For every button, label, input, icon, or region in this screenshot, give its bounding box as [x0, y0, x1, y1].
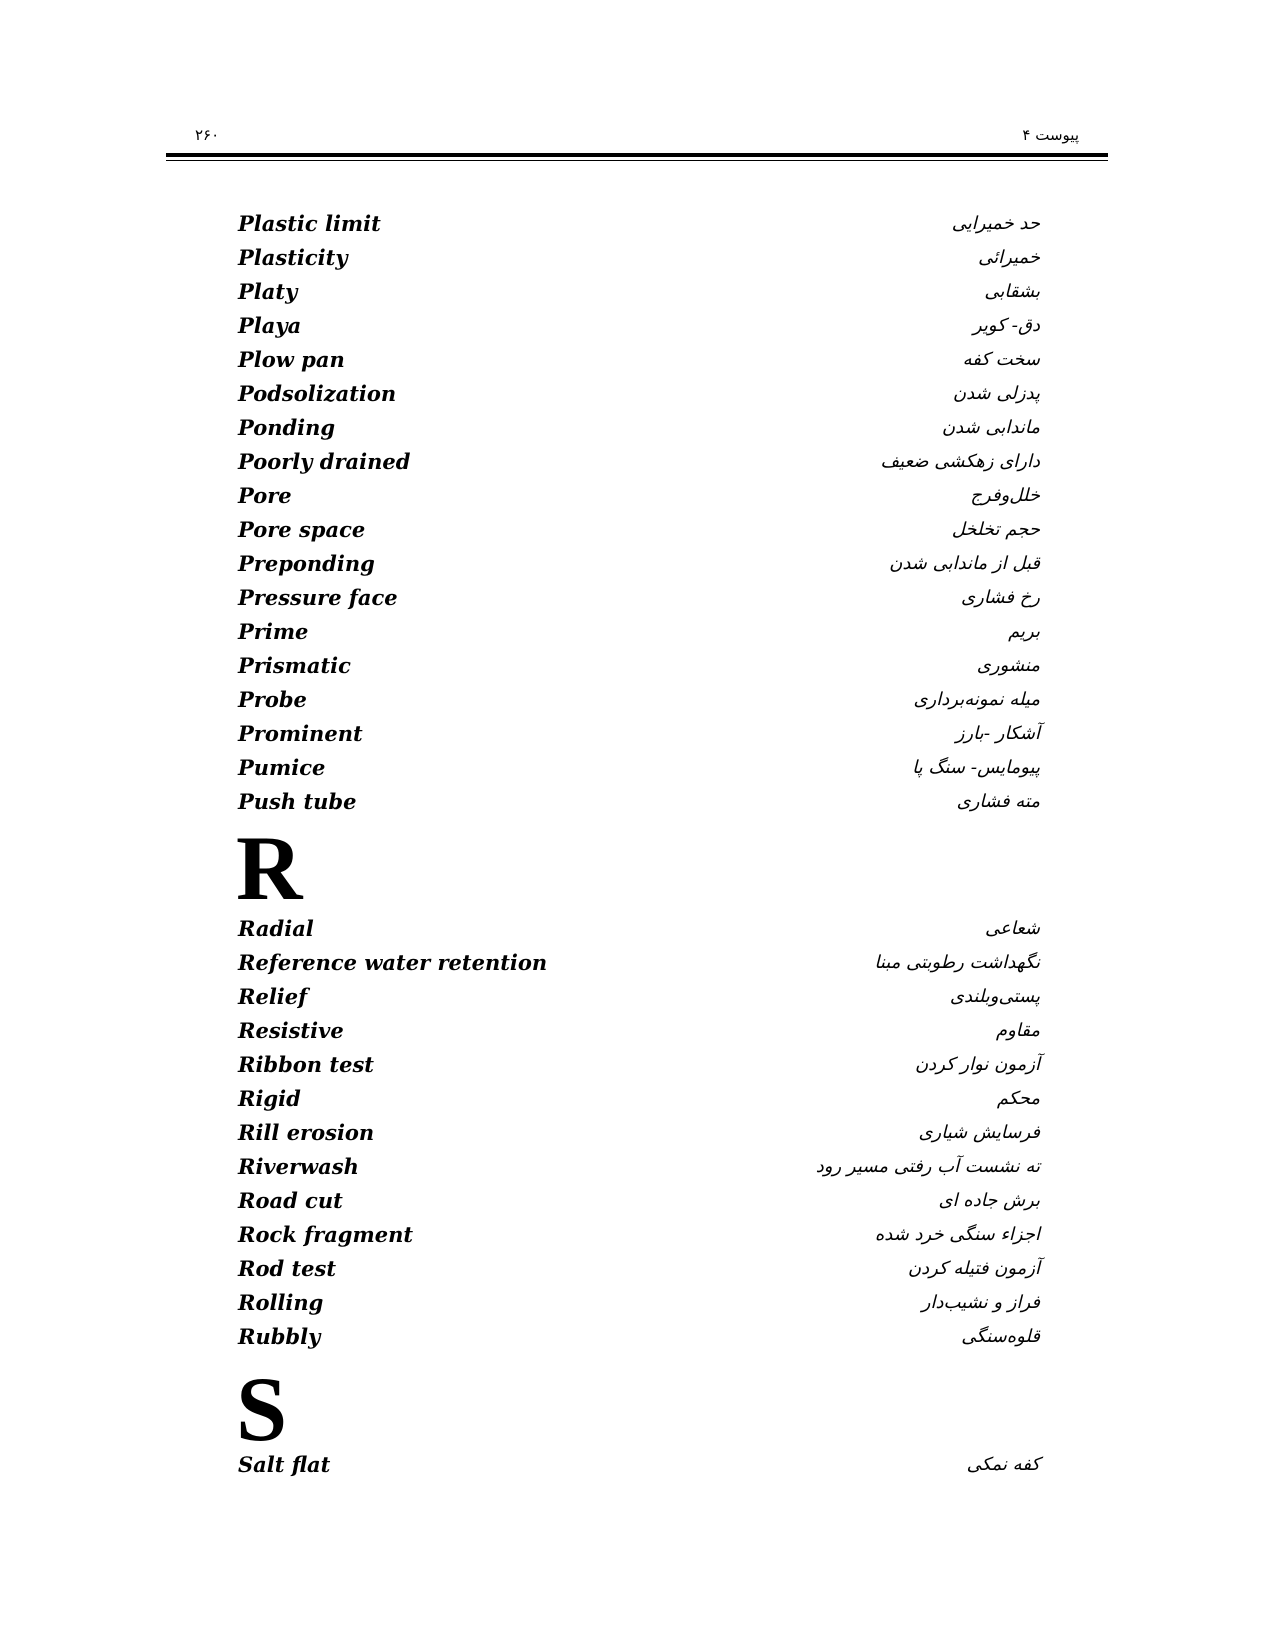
persian-term: برش جاده ای	[938, 1189, 1040, 1211]
glossary-entry	[238, 784, 1040, 818]
english-term: Ponding	[238, 414, 336, 440]
persian-term: پستی‌وبلندی	[949, 985, 1040, 1007]
english-term: Prime	[238, 618, 309, 644]
english-term: Rolling	[238, 1289, 324, 1315]
glossary-entry	[238, 1447, 1040, 1481]
glossary-entry	[238, 478, 1040, 512]
glossary-entry	[238, 1047, 1040, 1081]
glossary-section-s	[238, 1447, 1040, 1481]
persian-term: نگهداشت رطوبتی مبنا	[874, 951, 1040, 973]
persian-term: حد خمیرایی	[951, 212, 1040, 234]
english-term: Prismatic	[238, 652, 351, 678]
persian-term: بشقابی	[984, 280, 1040, 302]
persian-term: کفه نمکی	[966, 1453, 1040, 1475]
persian-term: رخ فشاری	[961, 586, 1040, 608]
persian-term: آشکار -بارز	[955, 722, 1040, 744]
english-term: Rigid	[238, 1085, 301, 1111]
english-term: Rock fragment	[238, 1221, 414, 1247]
english-term: Pumice	[238, 754, 326, 780]
persian-term: بریم	[1008, 620, 1040, 642]
persian-term: ماندابی شدن	[941, 416, 1040, 438]
glossary-entry	[238, 1081, 1040, 1115]
persian-term: حجم تخلخل	[951, 518, 1040, 540]
glossary-entry	[238, 512, 1040, 546]
running-title: پیوست ۴	[1022, 126, 1079, 144]
english-term: Probe	[238, 686, 307, 712]
persian-term: پدزلی شدن	[952, 382, 1040, 404]
persian-term: قبل از ماندابی شدن	[889, 552, 1040, 574]
english-term: Push tube	[238, 788, 357, 814]
persian-term: قلوه‌سنگی	[961, 1325, 1040, 1347]
english-term: Rubbly	[238, 1323, 321, 1349]
english-term: Poorly drained	[238, 448, 411, 474]
english-term: Radial	[238, 915, 314, 941]
glossary-entry	[238, 274, 1040, 308]
persian-term: آزمون نوار کردن	[914, 1053, 1040, 1075]
english-term: Prominent	[238, 720, 363, 746]
english-term: Pore space	[238, 516, 366, 542]
persian-term: مته فشاری	[956, 790, 1040, 812]
glossary-entry	[238, 716, 1040, 750]
glossary-entry	[238, 206, 1040, 240]
english-term: Salt flat	[238, 1451, 331, 1477]
section-letter-r: R	[236, 817, 303, 919]
glossary-entry	[238, 750, 1040, 784]
glossary-entry	[238, 648, 1040, 682]
persian-term: خلل‌وفرج	[970, 484, 1040, 506]
persian-term: دارای زهکشی ضعیف	[880, 450, 1040, 472]
english-term: Ribbon test	[238, 1051, 374, 1077]
glossary-section-p	[238, 206, 1040, 818]
glossary-entry	[238, 682, 1040, 716]
glossary-entry	[238, 1183, 1040, 1217]
header-rule-thick	[166, 153, 1108, 157]
section-letter-s: S	[236, 1358, 288, 1460]
persian-term: اجزاء سنگی خرد شده	[874, 1223, 1040, 1245]
glossary-entry	[238, 546, 1040, 580]
glossary-entry	[238, 1251, 1040, 1285]
english-term: Riverwash	[238, 1153, 359, 1179]
english-term: Resistive	[238, 1017, 344, 1043]
persian-term: محکم	[996, 1087, 1040, 1109]
persian-term: شعاعی	[985, 917, 1040, 939]
glossary-entry	[238, 614, 1040, 648]
persian-term: فراز و نشیب‌دار	[921, 1291, 1040, 1313]
english-term: Rod test	[238, 1255, 337, 1281]
glossary-entry	[238, 444, 1040, 478]
page-number: ۲۶۰	[195, 126, 220, 144]
glossary-entry	[238, 308, 1040, 342]
glossary-entry	[238, 1319, 1040, 1353]
english-term: Plasticity	[238, 244, 348, 270]
glossary-entry	[238, 1217, 1040, 1251]
persian-term: میله نمونه‌برداری	[913, 688, 1040, 710]
glossary-entry	[238, 945, 1040, 979]
persian-term: ته نشست آب رفتی مسیر رود	[815, 1155, 1040, 1177]
persian-term: آزمون فتیله کردن	[907, 1257, 1040, 1279]
glossary-entry	[238, 1013, 1040, 1047]
english-term: Relief	[238, 983, 308, 1009]
glossary-entry	[238, 1149, 1040, 1183]
english-term: Pressure face	[238, 584, 398, 610]
glossary-section-r	[238, 911, 1040, 1353]
glossary-entry	[238, 1115, 1040, 1149]
persian-term: فرسایش شیاری	[918, 1121, 1040, 1143]
english-term: Plow pan	[238, 346, 345, 372]
english-term: Plastic limit	[238, 210, 381, 236]
english-term: Platy	[238, 278, 298, 304]
glossary-entry	[238, 342, 1040, 376]
persian-term: سخت کفه	[962, 348, 1040, 370]
english-term: Rill erosion	[238, 1119, 375, 1145]
english-term: Podsolization	[238, 380, 397, 406]
persian-term: پیومایس- سنگ پا	[912, 756, 1040, 778]
persian-term: منشوری	[976, 654, 1040, 676]
persian-term: دق- کویر	[972, 314, 1040, 336]
glossary-entry	[238, 240, 1040, 274]
english-term: Road cut	[238, 1187, 343, 1213]
glossary-entry	[238, 911, 1040, 945]
glossary-entry	[238, 376, 1040, 410]
english-term: Reference water retention	[238, 949, 548, 975]
glossary-entry	[238, 580, 1040, 614]
english-term: Preponding	[238, 550, 375, 576]
header-rule-thin	[166, 160, 1108, 161]
persian-term: خمیرائی	[978, 246, 1040, 268]
english-term: Pore	[238, 482, 292, 508]
english-term: Playa	[238, 312, 302, 338]
persian-term: مقاوم	[995, 1019, 1040, 1041]
glossary-entry	[238, 1285, 1040, 1319]
glossary-entry	[238, 979, 1040, 1013]
glossary-entry	[238, 410, 1040, 444]
